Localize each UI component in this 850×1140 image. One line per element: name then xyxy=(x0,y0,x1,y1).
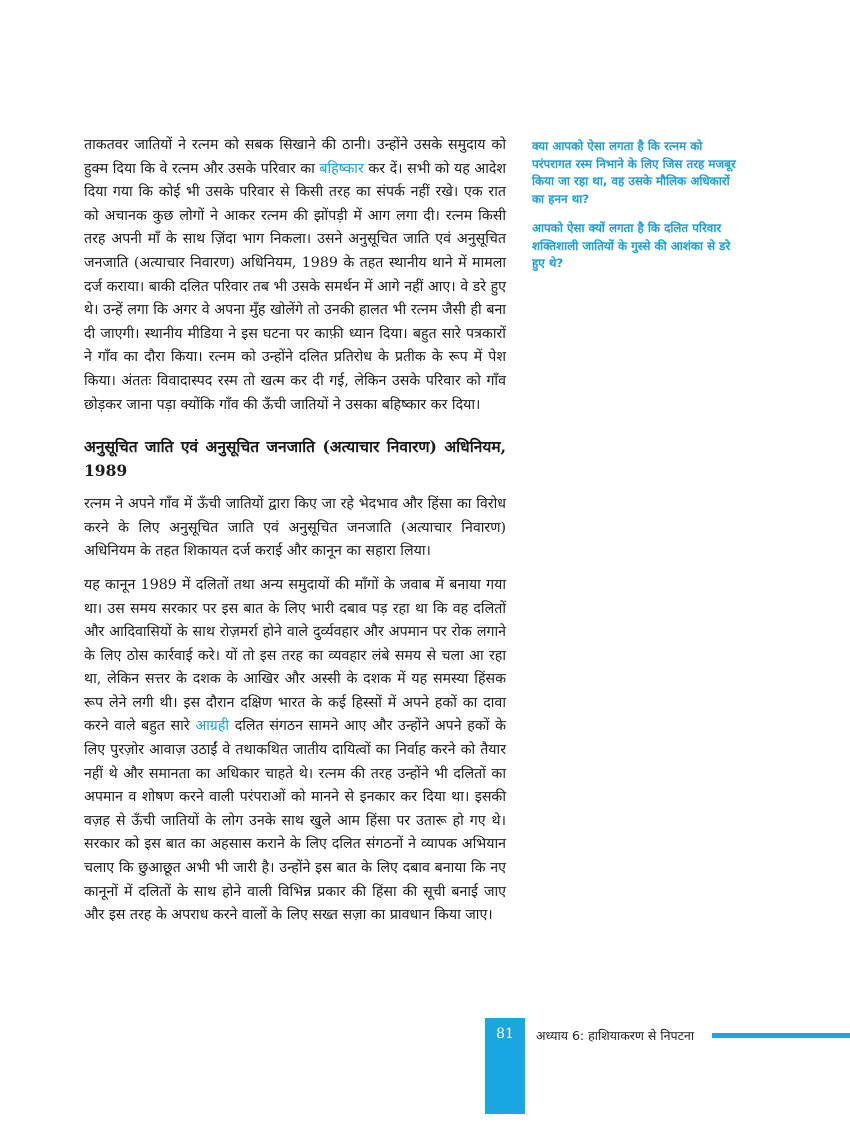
body-paragraph-2: रत्नम ने अपने गाँव में ऊँची जातियों द्वारा किए जा रहे भेदभाव और हिंसा का विरोध करने के लिए अनुसूचित जाति एवं अनुसूचित जनजाति (अत्याचार निवारण) अधिनियम के तहत शिकायत दर्ज कराई और कानून का सहारा लिया। xyxy=(84,496,506,560)
glossary-term-aagrahi[interactable]: आग्रही xyxy=(195,718,230,735)
section-heading: अनुसूचित जाति एवं अनुसूचित जनजाति (अत्याचार निवारण) अधिनियम, 1989 xyxy=(84,437,506,481)
glossary-term-bahishkar[interactable]: बहिष्कार xyxy=(319,160,364,177)
body-paragraph-3 xyxy=(84,574,506,928)
chapter-title: अध्याय 6: हाशियाकरण से निपटना xyxy=(536,1028,695,1043)
page-number: 81 xyxy=(496,1026,514,1042)
main-text-column xyxy=(84,134,506,938)
para3-text-end: दलित संगठन सामने आए और उन्होंने अपने हकों के लिए पुरज़ोर आवाज़ उठाईं वे तथाकथित जातीय दायित्वों का निर्वाह करने को तैयार नहीं थे और समानता का अधिकार चाहते थे। रत्नम की तरह उन्होंने भी दलितों का अपमान व शोषण करने वाली परंपराओं को मानने से इनकार कर दिया था। इसकी वज़ह से ऊँची जातियों के लोग उनके साथ खुले आम हिंसा पर उतारू हो गए थे। सरकार को इस बात का अहसास कराने के लिए दलित संगठनों ने व्यापक अभियान चलाए कि छुआछूत अभी भी जारी है। उन्होंने इस बात के लिए दबाव बनाया कि नए कानूनों में दलितों के साथ होने वाली विभिन्न प्रकार की हिंसा की सूची बनाई जाए और इस तरह के अपराध करने वालों के लिए सख्त सज़ा का प्रावधान किया जाए। xyxy=(84,718,506,924)
body-paragraph-1 xyxy=(84,134,506,417)
footer-accent-bar xyxy=(712,1033,850,1038)
margin-questions xyxy=(532,138,744,285)
margin-question-1: क्या आपको ऐसा लगता है कि रत्नम को परंपरागत रस्म निभाने के लिए जिस तरह मजबूर किया जा रहा था, वह उसके मौलिक अधिकारों का हनन था? xyxy=(532,139,736,206)
para1-text-start: ताकतवर जातियों ने रत्नम को सबक सिखाने की ठानी। उन्होंने उसके समुदाय को हुक्म दिया कि वे रत्नम और उसके परिवार का xyxy=(84,137,506,177)
para3-text-start: यह कानून 1989 में दलितों तथा अन्य समुदायों की माँगों के जवाब में बनाया गया था। उस समय सरकार पर इस बात के लिए भारी दबाव पड़ रहा था कि वह दलितों और आदिवासियों के साथ रोज़मर्रा होने वाले दुर्व्यवहार और अपमान पर रोक लगाने के लिए ठोस कार्रवाई करे। यों तो इस तरह का व्यवहार लंबे समय से चला आ रहा था, लेकिन सत्तर के दशक के आखिर और अस्सी के दशक में यह समस्या हिंसक रूप लेने लगी थी। इस दौरान दक्षिण भारत के कई हिस्सों में अपने हकों का दावा करने वाले बहुत सारे xyxy=(84,576,506,735)
para1-text-end: कर दें। सभी को यह आदेश दिया गया कि कोई भी उसके परिवार से किसी तरह का संपर्क नहीं रखे। एक रात को अचानक कुछ लोगों ने आकर रत्नम की झोंपड़ी में आग लगा दी। रत्नम किसी तरह अपनी माँ के साथ ज़िंदा भाग निकला। उसने अनुसूचित जाति एवं अनुसूचित जनजाति (अत्याचार निवारण) अधिनियम, 1989 के तहत स्थानीय थाने में मामला दर्ज कराया। बाकी दलित परिवार तब भी उसके समर्थन में आगे नहीं आए। वे डरे हुए थे। उन्हें लगा कि अगर वे अपना मुँह खोलेंगे तो उनकी हालत भी रत्नम जैसी ही बना दी जाएगी। स्थानीय मीडिया ने इस घटना पर काफ़ी ध्यान दिया। बहुत सारे पत्रकारों ने गाँव का दौरा किया। रत्नम को उन्होंने दलित प्रतिरोध के प्रतीक के रूप में पेश किया। अंततः विवादास्पद रस्म तो खत्म कर दी गई, लेकिन उसके परिवार को गाँव छोड़कर जाना पड़ा क्योंकि गाँव की ऊँची जातियों ने उसका बहिष्कार कर दिया। xyxy=(84,160,506,413)
margin-question-2: आपको ऐसा क्यों लगता है कि दलित परिवार शक्तिशाली जातियों के गुस्से की आशंका से डरे हुए थे? xyxy=(532,221,731,270)
